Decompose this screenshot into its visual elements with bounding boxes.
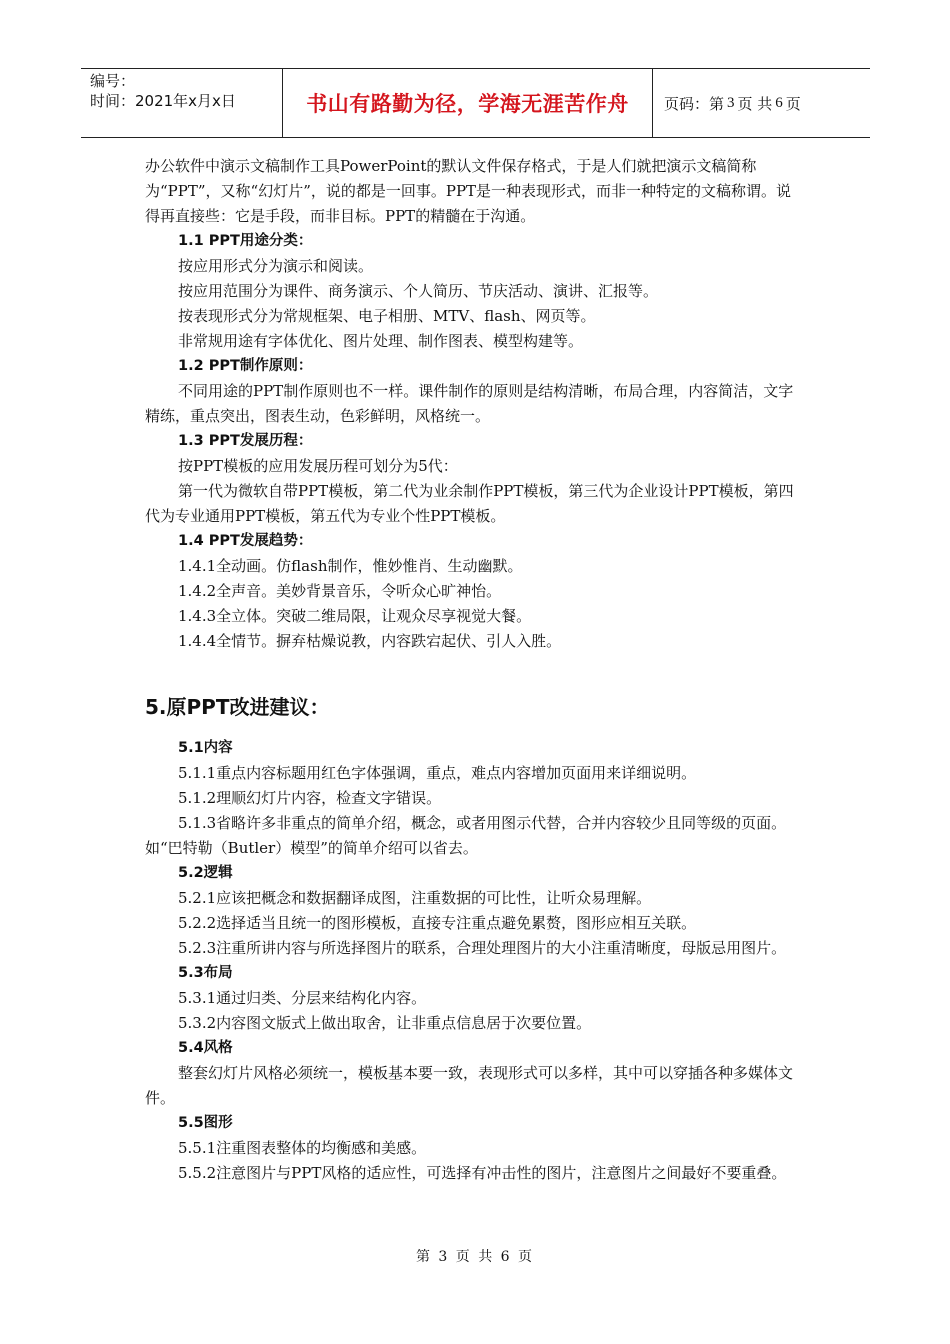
paragraph: 5.3.2内容图文版式上做出取舍，让非重点信息居于次要位置。 (178, 1014, 592, 1032)
page-header (81, 68, 870, 138)
intro-paragraph: 办公软件中演示文稿制作工具PowerPoint的默认文件保存格式，于是人们就把演示文稿简称为“PPT”，又称“幻灯片”，说的都是一回事。PPT是一种表现形式，而非一种特定的文稿称谓。说得再直接些：它是手段，而非目标。PPT的精髓在于沟通。 (145, 157, 792, 225)
number-label: 编号： (90, 72, 136, 90)
paragraph: 1.4.3全立体。突破二维局限，让观众尽享视觉大餐。 (178, 607, 532, 625)
header-page-number (654, 69, 870, 137)
section-5-2-title: 5.2逻辑 (178, 865, 233, 881)
paragraph: 第一代为微软自带PPT模板，第二代为业余制作PPT模板，第三代为企业设计PPT模板，第四代为专业通用PPT模板，第五代为专业个性PPT模板。 (145, 482, 794, 525)
document-body (145, 154, 805, 1186)
paragraph: 5.5.1注重图表整体的均衡感和美感。 (178, 1139, 427, 1157)
date-label: 时间：2021年x月x日 (90, 92, 236, 110)
paragraph: 5.2.2选择适当且统一的图形模板，直接专注重点避免累赘，图形应相互关联。 (178, 914, 697, 932)
paragraph: 按应用范围分为课件、商务演示、个人简历、节庆活动、演讲、汇报等。 (178, 282, 659, 300)
paragraph: 按PPT模板的应用发展历程可划分为5代： (178, 457, 458, 475)
paragraph: 不同用途的PPT制作原则也不一样。课件制作的原则是结构清晰，布局合理，内容简洁，文字精练，重点突出，图表生动，色彩鲜明，风格统一。 (145, 382, 794, 425)
section-1-2-title: 1.2 PPT制作原则： (178, 358, 313, 374)
paragraph: 1.4.2全声音。美妙背景音乐，令听众心旷神怡。 (178, 582, 502, 600)
paragraph: 按表现形式分为常规框架、电子相册、MTV、flash、网页等。 (178, 307, 596, 325)
section-5-heading: 5.原PPT改进建议： (145, 695, 330, 719)
page-total: 6 (775, 94, 783, 111)
section-5-1-title: 5.1内容 (178, 740, 233, 756)
section-1-3-title: 1.3 PPT发展历程： (178, 433, 313, 449)
header-motto-cell (282, 69, 653, 137)
motto: 书山有路勤为径，学海无涯苦作舟 (306, 92, 629, 116)
paragraph: 非常规用途有字体优化、图片处理、制作图表、模型构建等。 (178, 332, 584, 350)
paragraph: 5.1.1重点内容标题用红色字体强调，重点，难点内容增加页面用来详细说明。 (178, 764, 697, 782)
paragraph: 整套幻灯片风格必须统一，模板基本要一致，表现形式可以多样，其中可以穿插各种多媒体文件。 (145, 1064, 794, 1107)
section-1-1-title: 1.1 PPT用途分类： (178, 233, 313, 249)
paragraph: 1.4.4全情节。摒弃枯燥说教，内容跌宕起伏、引人入胜。 (178, 632, 562, 650)
section-1-4-title: 1.4 PPT发展趋势： (178, 533, 313, 549)
paragraph: 5.3.1通过归类、分层来结构化内容。 (178, 989, 427, 1007)
paragraph: 5.5.2注意图片与PPT风格的适应性，可选择有冲击性的图片，注意图片之间最好不要重叠。 (178, 1164, 787, 1182)
page-mid: 页 共 (737, 94, 773, 113)
page-end: 页 (785, 94, 801, 113)
section-5-5-title: 5.5图形 (178, 1115, 233, 1131)
paragraph: 5.1.3省略许多非重点的简单介绍，概念，或者用图示代替，合并内容较少且同等级的页面。如“巴特勒（Butler）模型”的简单介绍可以省去。 (145, 814, 787, 857)
page-footer: 第 3 页 共 6 页 (415, 1249, 535, 1265)
paragraph: 1.4.1全动画。仿flash制作，惟妙惟肖、生动幽默。 (178, 557, 523, 575)
page-label: 页码：第 (664, 94, 725, 113)
paragraph: 5.1.2理顺幻灯片内容，检查文字错误。 (178, 789, 442, 807)
page-current: 3 (727, 94, 735, 111)
section-5-4-title: 5.4风格 (178, 1040, 233, 1056)
header-info (81, 69, 281, 137)
paragraph: 5.2.3注重所讲内容与所选择图片的联系，合理处理图片的大小注重清晰度，母版忌用图片。 (178, 939, 787, 957)
paragraph: 按应用形式分为演示和阅读。 (178, 257, 374, 275)
paragraph: 5.2.1应该把概念和数据翻译成图，注重数据的可比性，让听众易理解。 (178, 889, 652, 907)
section-5-3-title: 5.3布局 (178, 965, 233, 981)
